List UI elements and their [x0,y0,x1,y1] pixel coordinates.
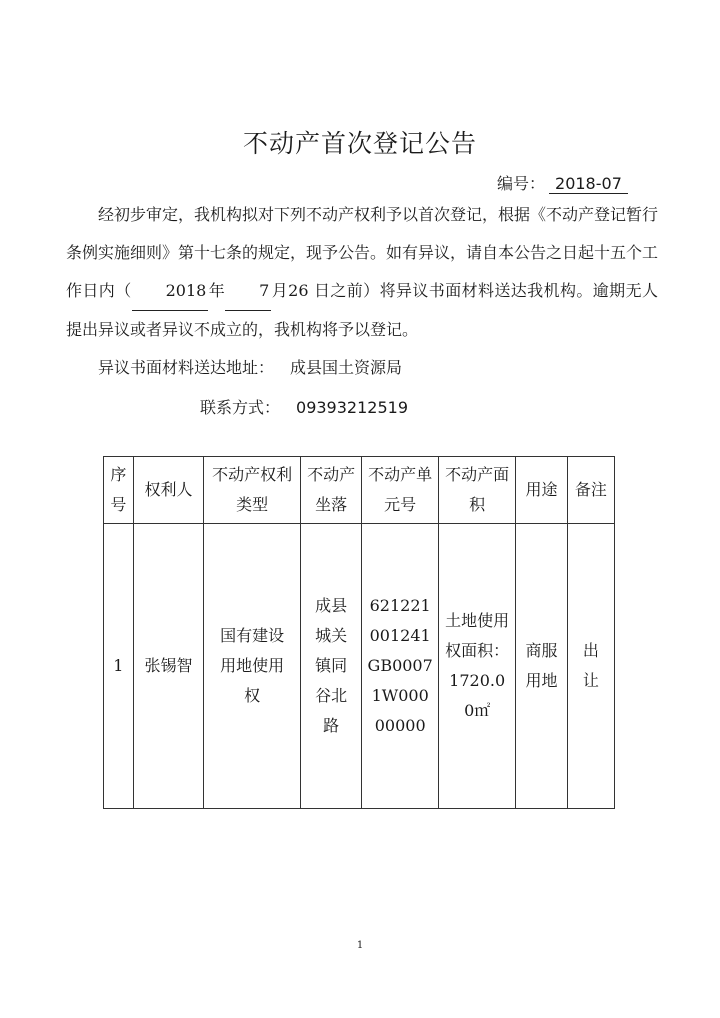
notice-part1: 经初步审定，我机构拟对下列不动产权利予以首次登记，根据《不动产登记暂行条例实施细则》第十七条的规定，现予公告。如有异议，请自本公告之日起十五个工作日内（ [66,205,659,300]
cell-remark: 出让 [567,524,614,809]
deadline-month: 7 [225,272,271,311]
header-cell: 不动产单元号 [362,457,439,524]
cell-index: 1 [104,524,134,809]
header-cell: 权利人 [133,457,203,524]
header-cell: 不动产坐落 [301,457,362,524]
objection-address [98,355,402,378]
page-title: 不动产首次登记公告 [242,129,477,158]
serial-label: 编号： [497,174,546,193]
header-cell: 不动产权利类型 [204,457,301,524]
deadline-year-unit: 年 [208,281,226,300]
cell-usage: 商服用地 [516,524,568,809]
table-header-row [104,457,615,524]
registration-table [103,456,615,809]
header-cell: 序号 [104,457,134,524]
cell-location: 成县城关镇同谷北路 [301,524,362,809]
header-cell: 备注 [567,457,614,524]
deadline-month-unit: 月 [271,281,289,300]
serial-number [497,171,628,194]
address-label: 异议书面材料送达地址： [98,358,275,377]
contact-info [200,395,408,418]
cell-right-type: 国有建设用地使用权 [204,524,301,809]
contact-label: 联系方式： [200,398,281,417]
notice-paragraph [66,196,658,349]
page-number: 1 [356,940,364,951]
table-row [104,524,615,809]
header-cell: 用途 [516,457,568,524]
header-cell: 不动产面积 [439,457,516,524]
notice-part2: 将异议书面材料送达我机构。逾期无人提出异议或者异议不成立的，我机构将予以登记。 [66,281,658,339]
serial-value: 2018-07 [549,174,628,194]
address-value: 成县国土资源局 [290,358,403,377]
notice-body [66,196,658,349]
cell-area: 土地使用权面积：1720.00㎡ [439,524,516,809]
deadline-day: 26 日之前） [288,281,380,300]
contact-value: 09393212519 [296,398,408,417]
cell-unit-number: 621221001241GB00071W00000000 [362,524,439,809]
cell-owner: 张锡智 [133,524,203,809]
deadline-year: 2018 [132,272,209,311]
